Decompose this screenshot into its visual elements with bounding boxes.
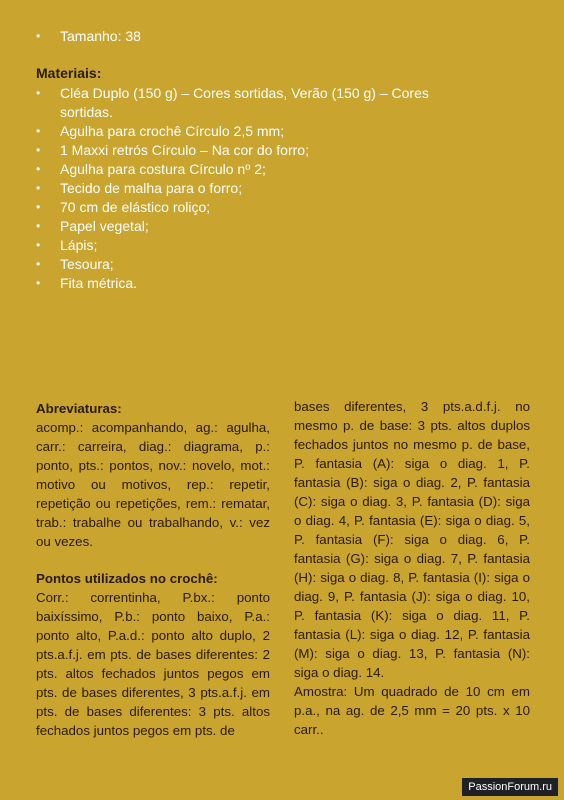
materials-item: • Fita métrica.	[36, 274, 466, 293]
watermark-badge: PassionForum.ru	[462, 778, 558, 796]
right-column	[294, 397, 530, 739]
materials-item: • Agulha para costura Círculo nº 2;	[36, 160, 466, 179]
left-column	[36, 399, 270, 740]
stitches-title: Pontos utilizados no crochê:	[36, 571, 218, 586]
size-list	[36, 27, 516, 46]
materials-item: • 1 Maxxi retrós Círculo – Na cor do forro;	[36, 141, 466, 160]
materials-title: Materiais:	[36, 65, 102, 81]
size-item: • Tamanho: 38	[36, 27, 516, 46]
materials-item: • Cléa Duplo (150 g) – Cores sortidas, Verão (150 g) – Cores sortidas.	[36, 84, 466, 121]
stitches-text-right: bases diferentes, 3 pts.a.d.f.j. no mesmo p. de base: 3 pts. altos duplos fechados juntos no mesmo p. de base, P. fantasia (A): siga o diag. 1, P. fantasia (B): siga o diag. 2, P. fantasia (C): siga o diag. 3, P. fantasia (D): siga o diag. 4, P. fantasia (E): siga o diag. 5, P. fantasia (F): siga o diag. 6, P. fantasia (G): siga o diag. 7, P. fantasia (H): siga o diag. 8, P. fantasia (I): siga o diag. 9, P. fantasia (J): siga o diag. 10, P. fantasia (K): siga o diag. 11, P. fantasia (L): siga o diag. 12, P. fantasia (M): siga o diag. 13, P. fantasia (N): siga o diag. 14.	[294, 399, 530, 680]
abbreviations-text: acomp.: acompanhando, ag.: agulha, carr.: carreira, diag.: diagrama, p.: ponto, pts.: pontos, nov.: novelo, mot.: motivo ou motivos, rep.: repetir, repetição ou repetições, rem.: rematar, trab.: trabalhe ou trabalhando, v.: vez ou vezes.	[36, 420, 270, 549]
materials-item: • Tecido de malha para o forro;	[36, 179, 466, 198]
sample-text: Amostra: Um quadrado de 10 cm em p.a., na ag. de 2,5 mm = 20 pts. x 10 carr..	[294, 684, 530, 737]
materials-item: • Tesoura;	[36, 255, 466, 274]
abbreviations-title: Abreviaturas:	[36, 401, 122, 416]
stitches-text-left: Corr.: correntinha, P.bx.: ponto baixíssimo, P.b.: ponto baixo, P.a.: ponto alto, P.a.d.: ponto alto duplo, 2 pts.a.f.j. em pts. de bases diferentes: 2 pts. altos fechados juntos pegos em pts. de bases diferentes, 3 pts.a.f.j. em pts. de bases diferentes: 3 pts. altos fechados juntos pegos em pts. de	[36, 590, 270, 738]
materials-item: • Agulha para crochê Círculo 2,5 mm;	[36, 122, 466, 141]
materials-list	[36, 84, 466, 293]
materials-item: • 70 cm de elástico roliço;	[36, 198, 466, 217]
materials-item: • Papel vegetal;	[36, 217, 466, 236]
materials-item: • Lápis;	[36, 236, 466, 255]
section-spacer	[36, 551, 270, 569]
